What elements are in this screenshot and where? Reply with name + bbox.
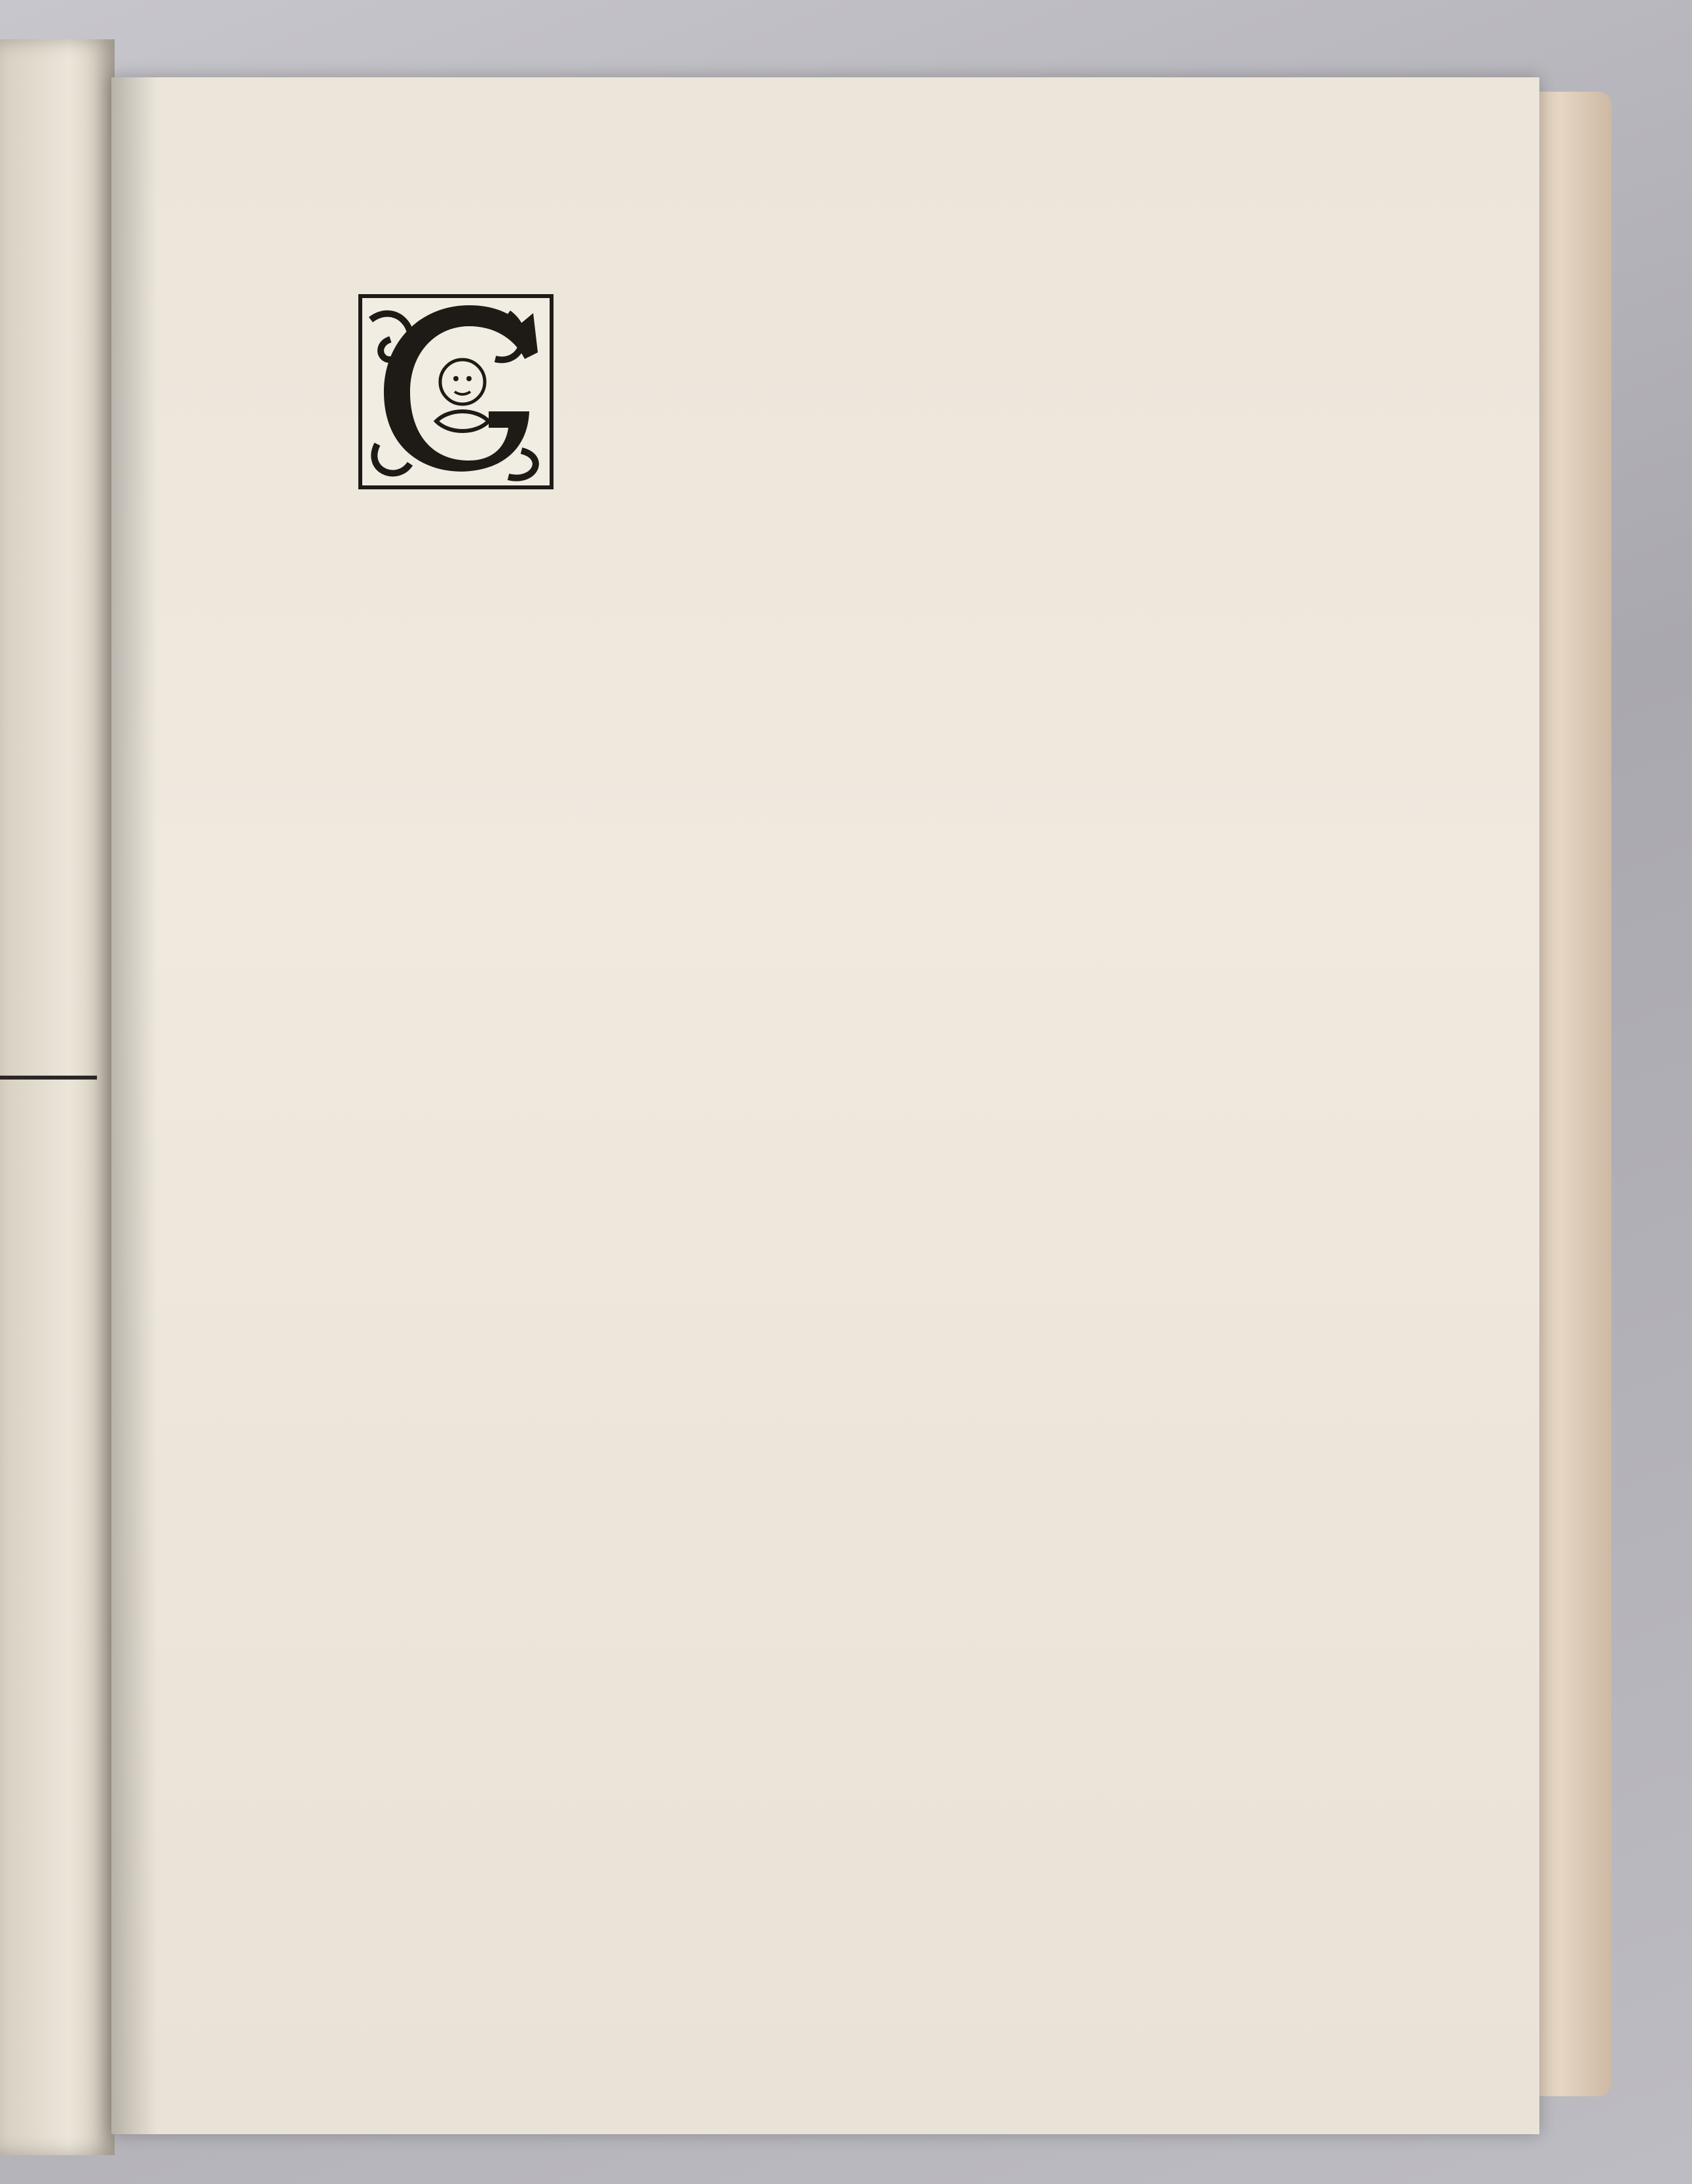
book-page [111,77,1539,2134]
gutter-shadow [111,77,157,2134]
left-page-rule [0,1076,97,1080]
ornamental-initial [358,293,554,490]
left-page-edge [0,39,115,2155]
